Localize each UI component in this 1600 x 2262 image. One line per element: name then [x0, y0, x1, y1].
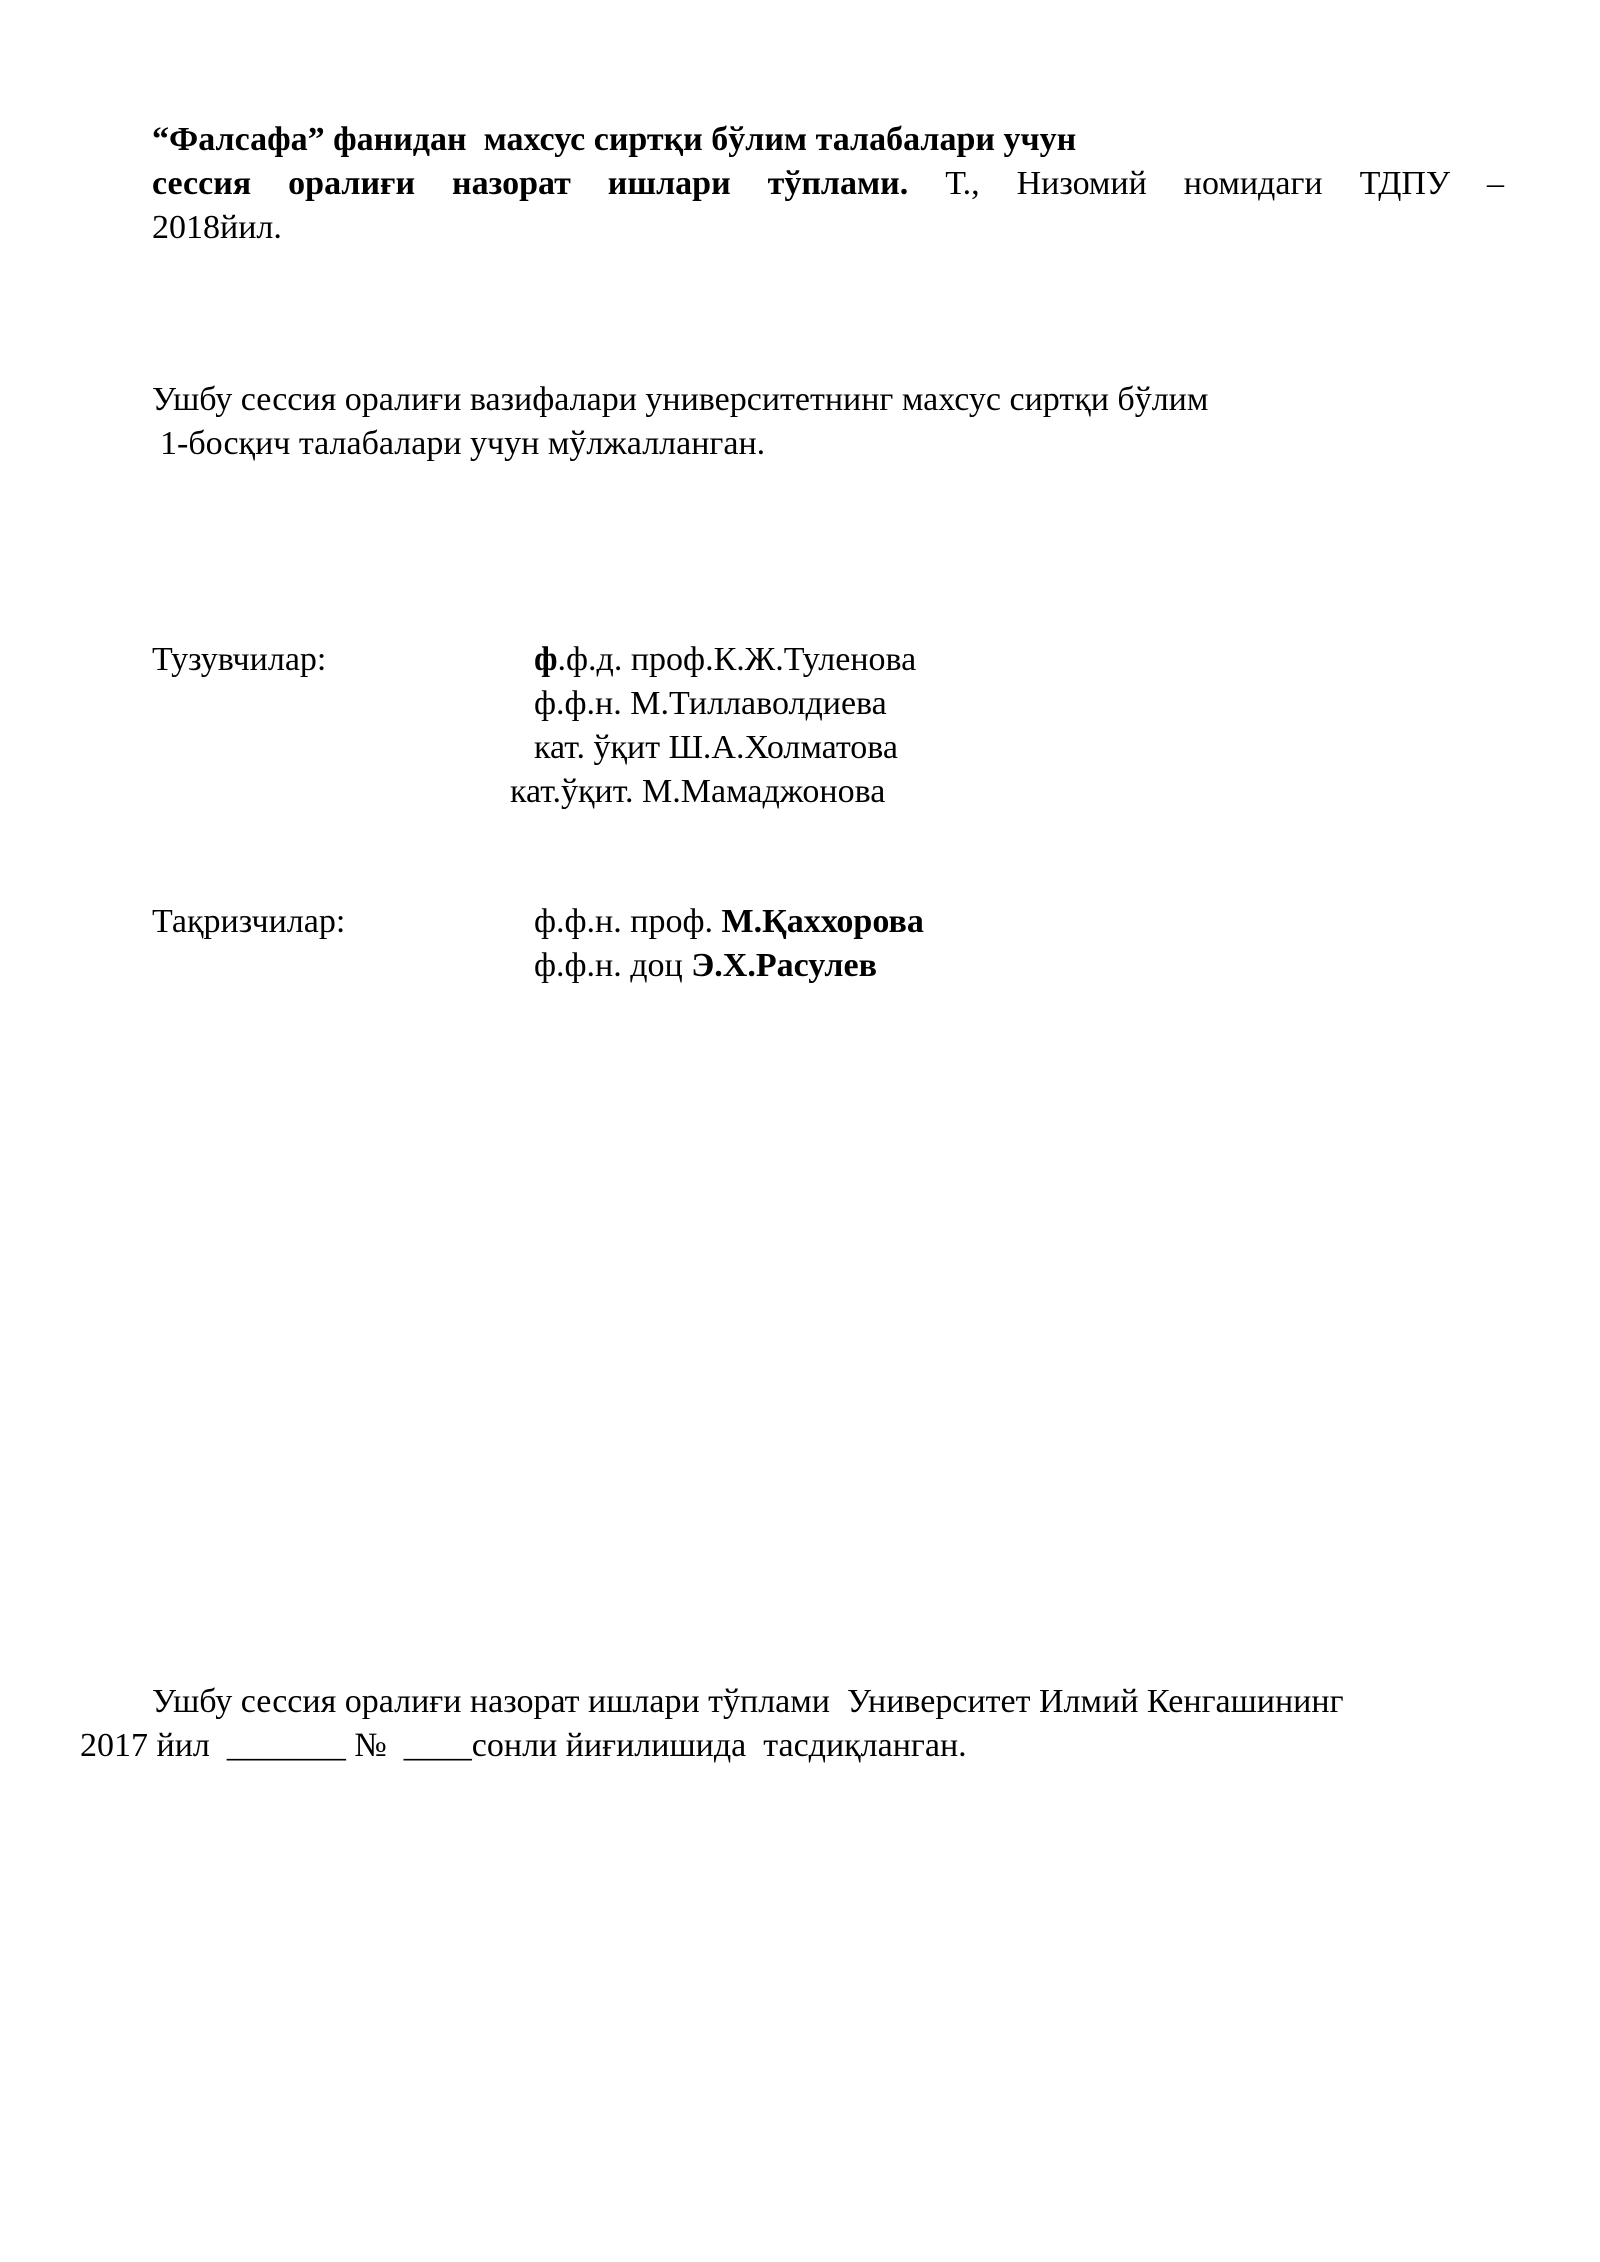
- compiler-4: кат.ўқит. М.Мамаджонова: [510, 773, 886, 810]
- title-line-1: “Фалсафа” фанидан махсус сиртқи бўлим талабалари учун: [152, 121, 1077, 158]
- reviewers-label: Тақризчилар:: [152, 903, 346, 940]
- reviewer-2-name: Э.Х.Расулев: [691, 947, 877, 984]
- approval-line-1: Ушбу сессия оралиғи назорат ишлари тўплами Университет Илмий Кенгашининг: [152, 1683, 1344, 1720]
- compiler-1-initial: ф: [534, 641, 558, 678]
- reviewer-1-name: М.Қаххорова: [721, 903, 924, 940]
- reviewer-2-title: ф.ф.н. доц: [534, 947, 692, 984]
- reviewer-2: [534, 944, 877, 988]
- purpose-line-1: Ушбу сессия оралиғи вазифалари университетнинг махсус сиртқи бўлим: [152, 381, 1209, 418]
- title-line-2: [152, 162, 1504, 206]
- compilers-label: Тузувчилар:: [152, 641, 327, 678]
- title-year: 2018йил.: [152, 209, 282, 246]
- reviewer-1: [534, 900, 924, 944]
- purpose-line-2: 1-босқич талабалари учун мўлжалланган.: [160, 425, 766, 462]
- title-collection-name: сессия оралиғи назорат ишлари тўплами.: [152, 165, 909, 202]
- reviewer-1-title: ф.ф.н. проф.: [534, 903, 722, 940]
- compiler-1-rest: .ф.д. проф.К.Ж.Туленова: [557, 641, 917, 678]
- compiler-3: кат. ўқит Ш.А.Холматова: [534, 729, 898, 766]
- title-publisher: Т., Низомий номидаги ТДПУ –: [908, 165, 1504, 202]
- approval-line-2: 2017 йил _______ № ____сонли йиғилишида тасдиқланган.: [80, 1727, 967, 1764]
- compiler-2: ф.ф.н. М.Тиллаволдиева: [534, 685, 887, 722]
- compiler-1: [534, 638, 916, 682]
